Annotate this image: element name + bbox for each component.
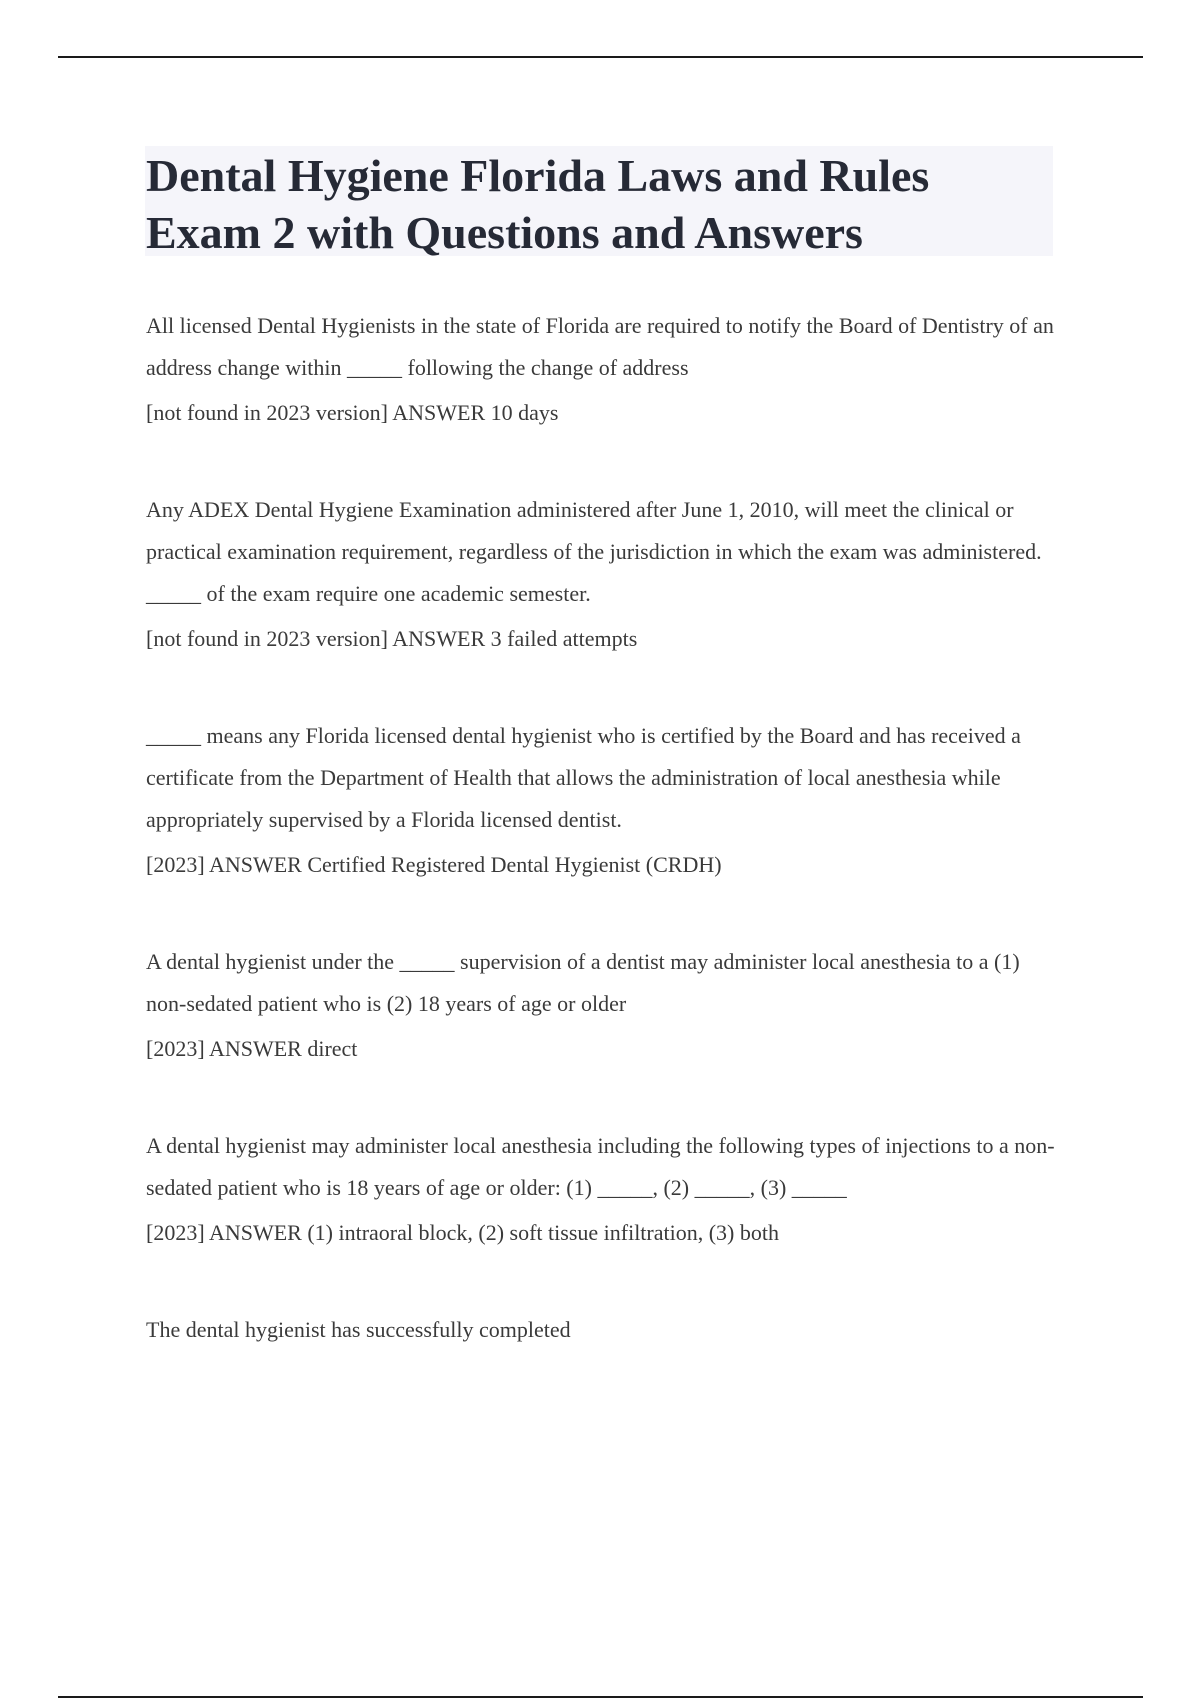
question-text: A dental hygienist under the _____ supervision of a dentist may administer local anesthesia to a (1) non-sedated patient who is (2) 18 years of age or older: [146, 949, 1020, 1016]
qa-item: [146, 715, 1061, 881]
trailing-question-text: The dental hygienist has successfully completed: [146, 1317, 571, 1342]
title-line-1: Dental Hygiene Florida Laws and Rules: [146, 150, 930, 201]
document-body: [146, 305, 1061, 1411]
answer-text: [not found in 2023 version] ANSWER 3 failed attempts: [146, 626, 638, 651]
question-text: A dental hygienist may administer local anesthesia including the following types of injections to a non-sedated patient who is 18 years of age or older: (1) _____, (2) _____, (3) _____: [146, 1133, 1055, 1200]
answer-text: [not found in 2023 version] ANSWER 10 days: [146, 400, 559, 425]
bottom-divider: [58, 1696, 1143, 1698]
answer-text: [2023] ANSWER Certified Registered Dental Hygienist (CRDH): [146, 852, 722, 877]
question-text: _____ means any Florida licensed dental hygienist who is certified by the Board and has received a certificate from the Department of Health that allows the administration of local anesthesia while appropriately supervised by a Florida licensed dentist.: [146, 723, 1021, 832]
title-line-2: Exam 2 with Questions and Answers: [146, 207, 863, 258]
answer-text: [2023] ANSWER (1) intraoral block, (2) soft tissue infiltration, (3) both: [146, 1220, 779, 1245]
question-text: Any ADEX Dental Hygiene Examination administered after June 1, 2010, will meet the clinical or practical examination requirement, regardless of the jurisdiction in which the exam was administered. _____ of the exam require one academic semester.: [146, 497, 1042, 606]
question-text: All licensed Dental Hygienists in the state of Florida are required to notify the Board of Dentistry of an address change within _____ following the change of address: [146, 313, 1054, 380]
qa-item: [146, 1125, 1061, 1249]
qa-item: [146, 489, 1061, 655]
top-divider: [58, 56, 1143, 58]
document-title: [146, 147, 1046, 261]
answer-text: [2023] ANSWER direct: [146, 1036, 358, 1061]
qa-item: [146, 305, 1061, 429]
qa-item: [146, 1309, 1061, 1351]
qa-item: [146, 941, 1061, 1065]
